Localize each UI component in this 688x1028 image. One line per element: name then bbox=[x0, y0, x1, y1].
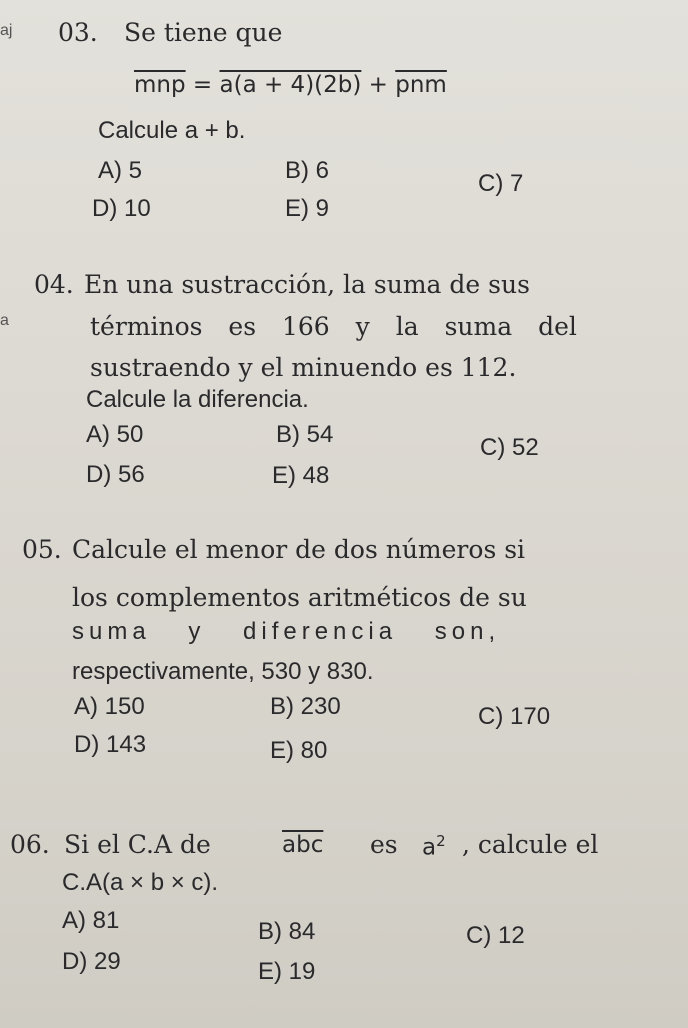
option-d: D) 143 bbox=[74, 731, 147, 758]
option-a: A) 150 bbox=[74, 693, 145, 720]
question-number: 04. bbox=[34, 270, 74, 299]
margin-fragment: aj bbox=[0, 22, 13, 39]
question-line: respectivamente, 530 y 830. bbox=[72, 658, 374, 685]
equation bbox=[134, 72, 447, 98]
option-a: A) 81 bbox=[62, 907, 120, 934]
question-line: los complementos aritméticos de su bbox=[72, 583, 527, 612]
option-c: C) 170 bbox=[478, 703, 551, 730]
question-line: C.A(a × b × c). bbox=[62, 869, 219, 896]
question-text-es: es bbox=[370, 830, 398, 859]
numeral-pnm: $\overline{pnm}$ bbox=[395, 72, 447, 98]
option-c: C) 52 bbox=[480, 434, 539, 461]
question-line: suma y diferencia son, bbox=[72, 618, 501, 645]
option-e: E) 9 bbox=[285, 195, 330, 222]
question-line: sustraendo y el minuendo es 112. bbox=[90, 353, 517, 382]
option-b: B) 54 bbox=[276, 421, 334, 448]
option-b: B) 84 bbox=[258, 918, 316, 945]
numeral-abc: $\overline{abc}$ bbox=[282, 832, 324, 858]
question-line-pre: Si el C.A de bbox=[64, 830, 211, 859]
equals-sign: = bbox=[192, 72, 213, 98]
power-expression bbox=[422, 832, 446, 861]
numeral-mnp: $\overline{mnp}$ bbox=[134, 72, 186, 98]
option-b: B) 230 bbox=[270, 693, 341, 720]
option-d: D) 10 bbox=[92, 195, 151, 222]
power-base: a bbox=[422, 834, 437, 861]
question-line: Calcule la diferencia. bbox=[86, 386, 309, 413]
option-a: A) 50 bbox=[86, 421, 144, 448]
question-number: 06. bbox=[10, 830, 50, 859]
numeral-term1: a(a + 4)(2b) bbox=[219, 72, 362, 98]
option-e: E) 48 bbox=[272, 462, 330, 489]
option-e: E) 80 bbox=[270, 737, 328, 764]
question-intro: Se tiene que bbox=[124, 18, 283, 47]
option-d: D) 29 bbox=[62, 948, 121, 975]
question-number: 03. bbox=[58, 18, 98, 47]
question-line: Calcule el menor de dos números si bbox=[72, 535, 526, 564]
power-exponent: 2 bbox=[436, 832, 446, 850]
question-text-post: , calcule el bbox=[462, 830, 599, 859]
question-line: términos es 166 y la suma del bbox=[90, 312, 577, 341]
margin-fragment: a bbox=[0, 312, 9, 329]
option-b: B) 6 bbox=[285, 157, 330, 184]
question-number: 05. bbox=[22, 535, 62, 564]
question-line: En una sustracción, la suma de sus bbox=[84, 270, 530, 299]
option-a: A) 5 bbox=[98, 157, 143, 184]
option-e: E) 19 bbox=[258, 958, 316, 985]
option-c: C) 12 bbox=[466, 922, 525, 949]
option-d: D) 56 bbox=[86, 461, 145, 488]
plus-sign: + bbox=[368, 72, 388, 98]
option-c: C) 7 bbox=[478, 170, 524, 197]
question-ask: Calcule a + b. bbox=[98, 117, 246, 144]
